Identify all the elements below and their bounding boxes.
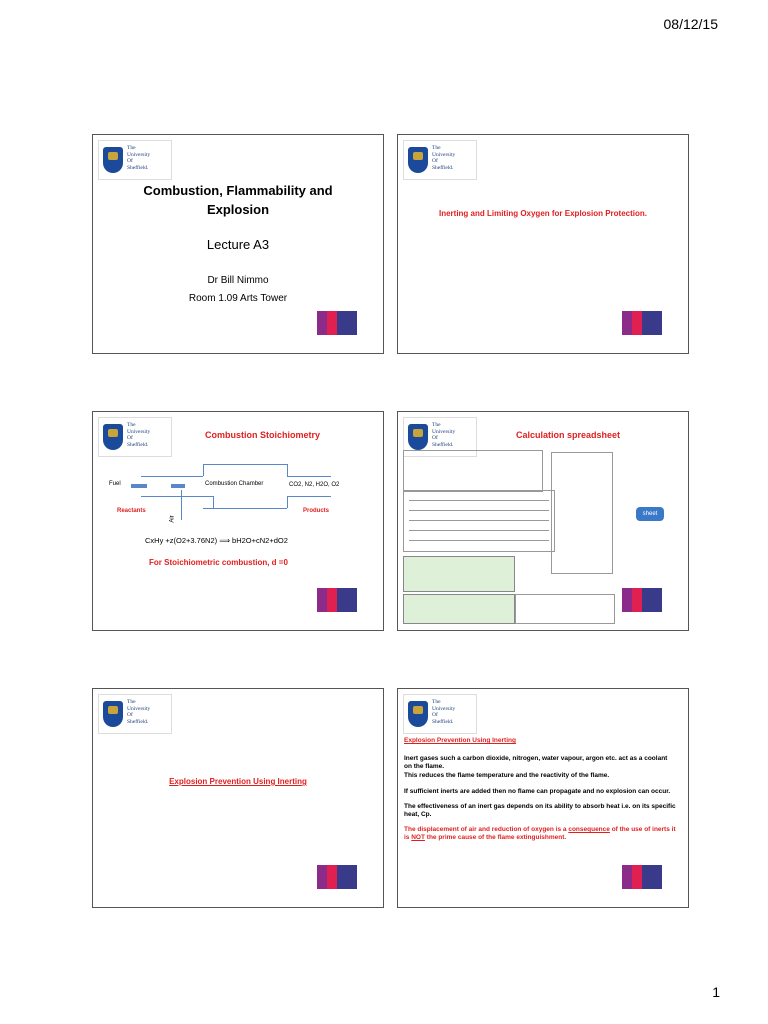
slide-title: Explosion Prevention Using Inerting — [404, 737, 516, 744]
brand-mark-icon — [317, 588, 357, 612]
slide-title: Inerting and Limiting Oxygen for Explosion Protection. — [438, 209, 647, 218]
university-logo: The University Of Sheffield. — [98, 140, 172, 180]
page-date: 08/12/15 — [663, 16, 718, 32]
university-logo: The University Of Sheffield. — [403, 417, 477, 457]
slide-6 — [397, 688, 689, 908]
brand-mark-icon — [317, 865, 357, 889]
brand-mark-icon — [622, 311, 662, 335]
slide-3 — [92, 411, 384, 631]
crest-icon — [103, 147, 123, 173]
brand-mark-icon — [317, 311, 357, 335]
products-formula: CO2, N2, H2O, O2 — [289, 482, 340, 488]
paragraph-5: The displacement of air and reduction of oxygen is a consequence of the use of inerts it is NOT the prime cause of the flame extinguishment. — [404, 826, 676, 841]
air-label: Air — [169, 515, 176, 523]
chamber-label: Combustion Chamber — [205, 481, 264, 487]
crest-icon — [408, 424, 428, 450]
slide-1 — [92, 134, 384, 354]
paragraph-4: The effectiveness of an inert gas depends on its ability to absorb heat i.e. on its specific heat, Cp. — [404, 803, 676, 818]
brand-mark-icon — [622, 588, 662, 612]
slide-title: Calculation spreadsheet — [516, 430, 621, 440]
author-name: Dr Bill Nimmo — [207, 275, 269, 286]
spreadsheet-thumbnail — [403, 450, 613, 620]
combustion-equation: CxHy +z(O2+3.76N2) ⟹ bH2O+cN2+dO2 — [145, 536, 288, 545]
slide-title: Explosion Prevention Using Inerting — [169, 777, 307, 786]
university-logo: The University Of Sheffield. — [98, 417, 172, 457]
paragraph-2: This reduces the flame temperature and the reactivity of the flame. — [404, 772, 610, 779]
slide-body — [404, 755, 676, 841]
crest-icon — [103, 424, 123, 450]
crest-icon — [408, 147, 428, 173]
products-label: Products — [303, 508, 330, 514]
paragraph-1: Inert gases such a carbon dioxide, nitrogen, water vapour, argon etc. act as a coolant on the flame. — [404, 755, 668, 770]
room-label: Room 1.09 Arts Tower — [188, 293, 288, 304]
lecture-label: Lecture A3 — [206, 237, 270, 252]
crest-icon — [103, 701, 123, 727]
fuel-arrow-icon — [131, 484, 147, 488]
crest-icon — [408, 701, 428, 727]
slide-5 — [92, 688, 384, 908]
slide-title: Combustion, Flammability and Explosion — [143, 183, 333, 217]
university-logo: The University Of Sheffield. — [98, 694, 172, 734]
stoichiometric-note: For Stoichiometric combustion, d =0 — [149, 558, 288, 567]
paragraph-3: If sufficient inerts are added then no flame can propagate and no explosion can occur. — [404, 787, 671, 795]
slide-title: Combustion Stoichiometry — [205, 430, 321, 440]
slide-4 — [397, 411, 689, 631]
page-number: 1 — [712, 984, 720, 1000]
university-logo: The University Of Sheffield. — [403, 140, 477, 180]
sheet-button[interactable]: sheet — [636, 507, 664, 521]
reactants-label: Reactants — [117, 508, 146, 514]
university-logo: The University Of Sheffield. — [403, 694, 477, 734]
brand-mark-icon — [622, 865, 662, 889]
slide-2 — [397, 134, 689, 354]
fuel-label: Fuel — [109, 481, 121, 487]
air-arrow-icon — [171, 484, 185, 488]
